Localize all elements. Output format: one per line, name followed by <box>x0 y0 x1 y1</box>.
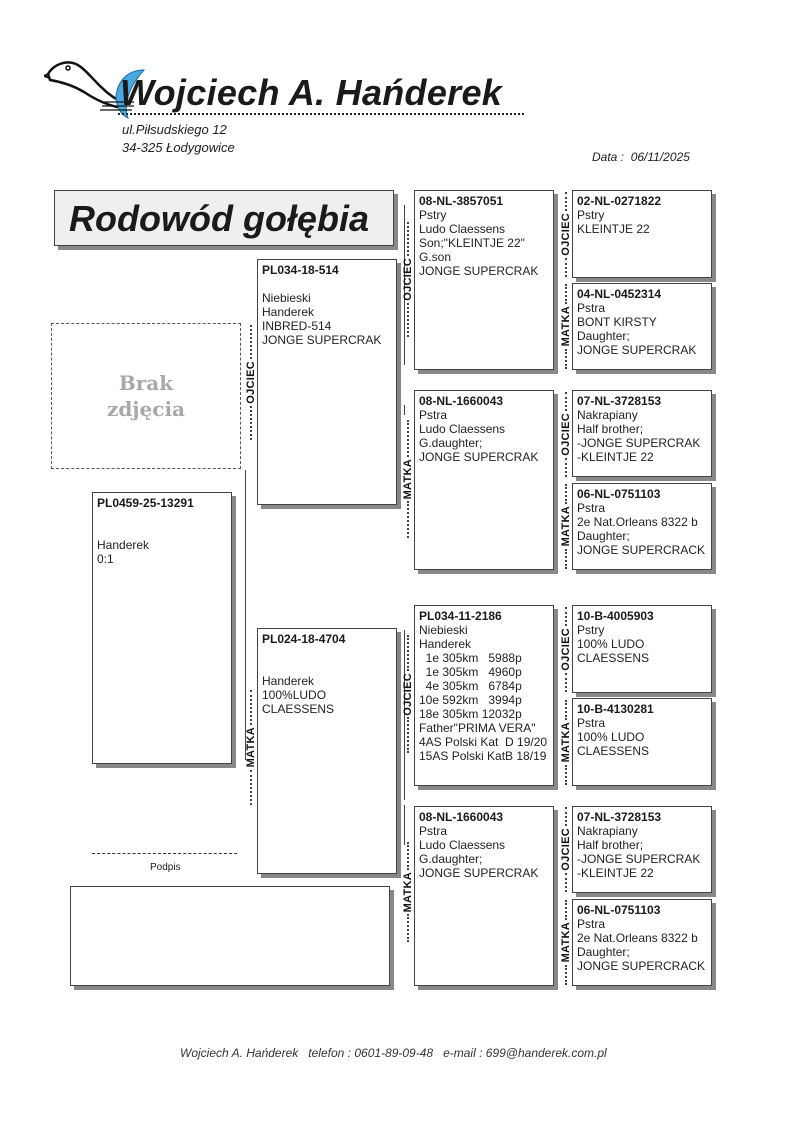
pigeon-card-subject[interactable] <box>92 492 232 764</box>
pigeon-info-line: 18e 305km 12032p <box>419 707 522 721</box>
mother-label-text: MATKA <box>245 727 257 768</box>
footer-email-label: e-mail : <box>443 1046 483 1060</box>
pigeon-info-line: Pstry <box>577 623 605 637</box>
ring-number: 06-NL-0751103 <box>577 487 661 501</box>
footer-contact <box>180 1046 607 1060</box>
signature-label: Podpis <box>150 862 181 873</box>
notes-box[interactable] <box>70 886 390 986</box>
pigeon-info-line: Pstry <box>419 208 447 222</box>
mother-label <box>244 690 258 805</box>
title-box <box>54 190 394 246</box>
ring-number: 08-NL-1660043 <box>419 810 504 824</box>
pigeon-info-line: Ludo Claessens <box>419 838 506 852</box>
ring-number: PL034-18-514 <box>262 263 339 277</box>
pigeon-info-line: Daughter; <box>577 945 630 959</box>
mother-label-text: MATKA <box>402 871 414 913</box>
pigeon-info-line: 100% LUDO <box>577 637 645 651</box>
pigeon-info-line: Half brother; <box>577 838 644 852</box>
father-label <box>401 222 415 337</box>
pigeon-info-line: Pstra <box>577 301 606 315</box>
mother-label <box>401 842 415 942</box>
pigeon-info-line: Niebieski <box>262 291 311 305</box>
pigeon-info-line: 10e 592km 3994p <box>419 693 522 707</box>
photo-placeholder-line1: Brak <box>118 371 174 395</box>
footer-phone-label: telefon : <box>308 1046 351 1060</box>
pigeon-info-line: JONGE SUPERCRAK <box>577 343 697 357</box>
ring-number: PL0459-25-13291 <box>97 496 194 510</box>
header-divider <box>118 113 524 115</box>
pigeon-info-line: Pstra <box>577 716 606 730</box>
pigeon-info-line: -KLEINTJE 22 <box>577 866 654 880</box>
pigeon-info-line: Nakrapiany <box>577 408 638 422</box>
pigeon-info-line: G.daughter; <box>419 852 483 866</box>
father-label <box>559 392 573 477</box>
connector-line <box>404 405 405 415</box>
pigeon-info-line: JONGE SUPERCRAK <box>419 264 539 278</box>
pigeon-info-line: 100% LUDO <box>577 730 645 744</box>
pigeon-card-mff[interactable] <box>572 605 712 693</box>
pigeon-card-mother[interactable] <box>257 628 397 874</box>
pigeon-info-line: 4AS Polski Kat D 19/20 <box>419 735 548 749</box>
ring-number: 10-B-4130281 <box>577 702 654 716</box>
connector-line <box>404 805 405 845</box>
pigeon-info-line: Daughter; <box>577 529 630 543</box>
mother-label <box>559 700 573 785</box>
pigeon-info-line: Pstra <box>419 408 448 422</box>
pigeon-info-line: KLEINTJE 22 <box>577 222 650 236</box>
photo-placeholder[interactable] <box>51 323 241 469</box>
pigeon-card-fmm[interactable] <box>572 483 712 570</box>
footer-email: 699@handerek.com.pl <box>485 1046 607 1060</box>
pigeon-card-maternal-grandfather[interactable] <box>414 605 554 786</box>
footer-phone: 0601-89-09-48 <box>354 1046 434 1060</box>
pigeon-info-line: JONGE SUPERCRACK <box>577 543 706 557</box>
signature-line <box>92 853 237 854</box>
pigeon-info-line: G.daughter; <box>419 436 483 450</box>
father-label-text: OJCIEC <box>245 361 257 404</box>
pigeon-info-line: Ludo Claessens <box>419 422 506 436</box>
ring-number: 08-NL-1660043 <box>419 394 504 408</box>
father-label-text: OJCIEC <box>560 828 572 871</box>
pigeon-info-line: 100%LUDO <box>262 688 327 702</box>
date-label: Data : <box>592 150 625 164</box>
pigeon-info-line: Pstry <box>577 208 605 222</box>
pigeon-info-line: CLAESSENS <box>262 702 335 716</box>
pigeon-info-line: 1e 305km 5988p <box>419 651 522 665</box>
father-label <box>244 325 258 440</box>
father-label-text: OJCIEC <box>402 258 414 301</box>
pigeon-info-line: JONGE SUPERCRAK <box>419 450 539 464</box>
ring-number: 10-B-4005903 <box>577 609 654 623</box>
pigeon-info-line: 2e Nat.Orleans 8322 b <box>577 515 698 529</box>
pigeon-info-line: BONT KIRSTY <box>577 315 657 329</box>
pigeon-info-line: Half brother; <box>577 422 644 436</box>
pigeon-info-line: 15AS Polski KatB 18/19 <box>419 749 547 763</box>
pigeon-info-line: Pstra <box>577 501 606 515</box>
mother-label-text: MATKA <box>560 506 572 547</box>
mother-label-text: MATKA <box>560 722 572 763</box>
mother-label-text: MATKA <box>560 922 572 963</box>
pigeon-info-line: INBRED-514 <box>262 319 332 333</box>
ring-number: 08-NL-3857051 <box>419 194 504 208</box>
father-label-text: OJCIEC <box>560 213 572 256</box>
ring-number: PL034-11-2186 <box>419 609 502 623</box>
pigeon-info-line: -JONGE SUPERCRAK <box>577 852 701 866</box>
ring-number: 02-NL-0271822 <box>577 194 662 208</box>
ring-number: 06-NL-0751103 <box>577 903 661 917</box>
date-field <box>592 150 690 164</box>
pigeon-info-line <box>262 646 392 660</box>
pigeon-info-line: 0:1 <box>97 552 114 566</box>
page-title: Rodowód gołębia <box>69 198 369 239</box>
mother-label <box>559 284 573 369</box>
pigeon-card-maternal-grandmother[interactable] <box>414 806 554 986</box>
mother-label-text: MATKA <box>560 306 572 347</box>
father-label-text: OJCIEC <box>560 413 572 456</box>
date-value: 06/11/2025 <box>630 150 690 164</box>
pigeon-info-line <box>97 510 227 524</box>
father-label <box>401 635 415 753</box>
ring-number: PL024-18-4704 <box>262 632 346 646</box>
pigeon-info-line: JONGE SUPERCRACK <box>577 959 706 973</box>
pigeon-info-line: Son;"KLEINTJE 22" <box>419 236 525 250</box>
pigeon-info-line: Handerek <box>262 674 315 688</box>
pigeon-info-line <box>262 660 392 674</box>
ring-number: 07-NL-3728153 <box>577 810 662 824</box>
mother-label <box>401 420 415 538</box>
ring-number: 04-NL-0452314 <box>577 287 662 301</box>
mother-label-text: MATKA <box>402 458 414 500</box>
address-city: 34-325 Łodygowice <box>122 140 235 155</box>
pigeon-card-mfm[interactable] <box>572 698 712 786</box>
pigeon-card-fmf[interactable] <box>572 390 712 477</box>
pigeon-info-line <box>97 524 227 538</box>
pigeon-info-line: Nakrapiany <box>577 824 638 838</box>
pigeon-info-line: Handerek <box>97 538 150 552</box>
pigeon-card-mmf[interactable] <box>572 806 712 893</box>
pigeon-info-line: CLAESSENS <box>577 744 650 758</box>
pigeon-card-mmm[interactable] <box>572 899 712 986</box>
pigeon-card-ffm[interactable] <box>572 283 712 370</box>
pigeon-card-fff[interactable] <box>572 190 712 278</box>
pigeon-info-line: 1e 305km 4960p <box>419 665 522 679</box>
photo-placeholder-line2: zdjęcia <box>106 397 186 421</box>
pigeon-info-line: -KLEINTJE 22 <box>577 450 654 464</box>
pigeon-info-line: Pstra <box>419 824 448 838</box>
pigeon-info-line: -JONGE SUPERCRAK <box>577 436 701 450</box>
pigeon-card-father[interactable] <box>257 259 397 505</box>
breeder-name-heading: Wojciech A. Hańderek <box>120 72 503 113</box>
pigeon-info-line: 2e Nat.Orleans 8322 b <box>577 931 698 945</box>
pigeon-info-line: Daughter; <box>577 329 630 343</box>
pigeon-info-line: Ludo Claessens <box>419 222 506 236</box>
pigeon-info-line: JONGE SUPERCRAK <box>419 866 539 880</box>
father-label-text: OJCIEC <box>560 628 572 671</box>
pigeon-info-line: CLAESSENS <box>577 651 650 665</box>
pigeon-info-line: 4e 305km 6784p <box>419 679 522 693</box>
pigeon-card-paternal-grandmother[interactable] <box>414 390 554 570</box>
pigeon-info-line <box>262 277 392 291</box>
father-label <box>559 192 573 277</box>
pigeon-info-line: JONGE SUPERCRAK <box>262 333 382 347</box>
father-label <box>559 807 573 892</box>
pigeon-card-paternal-grandfather[interactable] <box>414 190 554 370</box>
ring-number: 07-NL-3728153 <box>577 394 662 408</box>
pigeon-info-line: Father"PRIMA VERA" <box>419 721 536 735</box>
footer-name: Wojciech A. Hańderek <box>180 1046 299 1060</box>
pigeon-info-line: G.son <box>419 250 452 264</box>
address-street: ul.Piłsudskiego 12 <box>122 122 227 137</box>
pigeon-info-line: Handerek <box>262 305 315 319</box>
pigeon-info-line: Pstra <box>577 917 606 931</box>
mother-label <box>559 484 573 569</box>
father-label <box>559 607 573 692</box>
pigeon-info-line: Handerek <box>419 637 472 651</box>
pigeon-info-line: Niebieski <box>419 623 468 637</box>
father-label-text: OJCIEC <box>402 672 414 716</box>
mother-label <box>559 900 573 985</box>
